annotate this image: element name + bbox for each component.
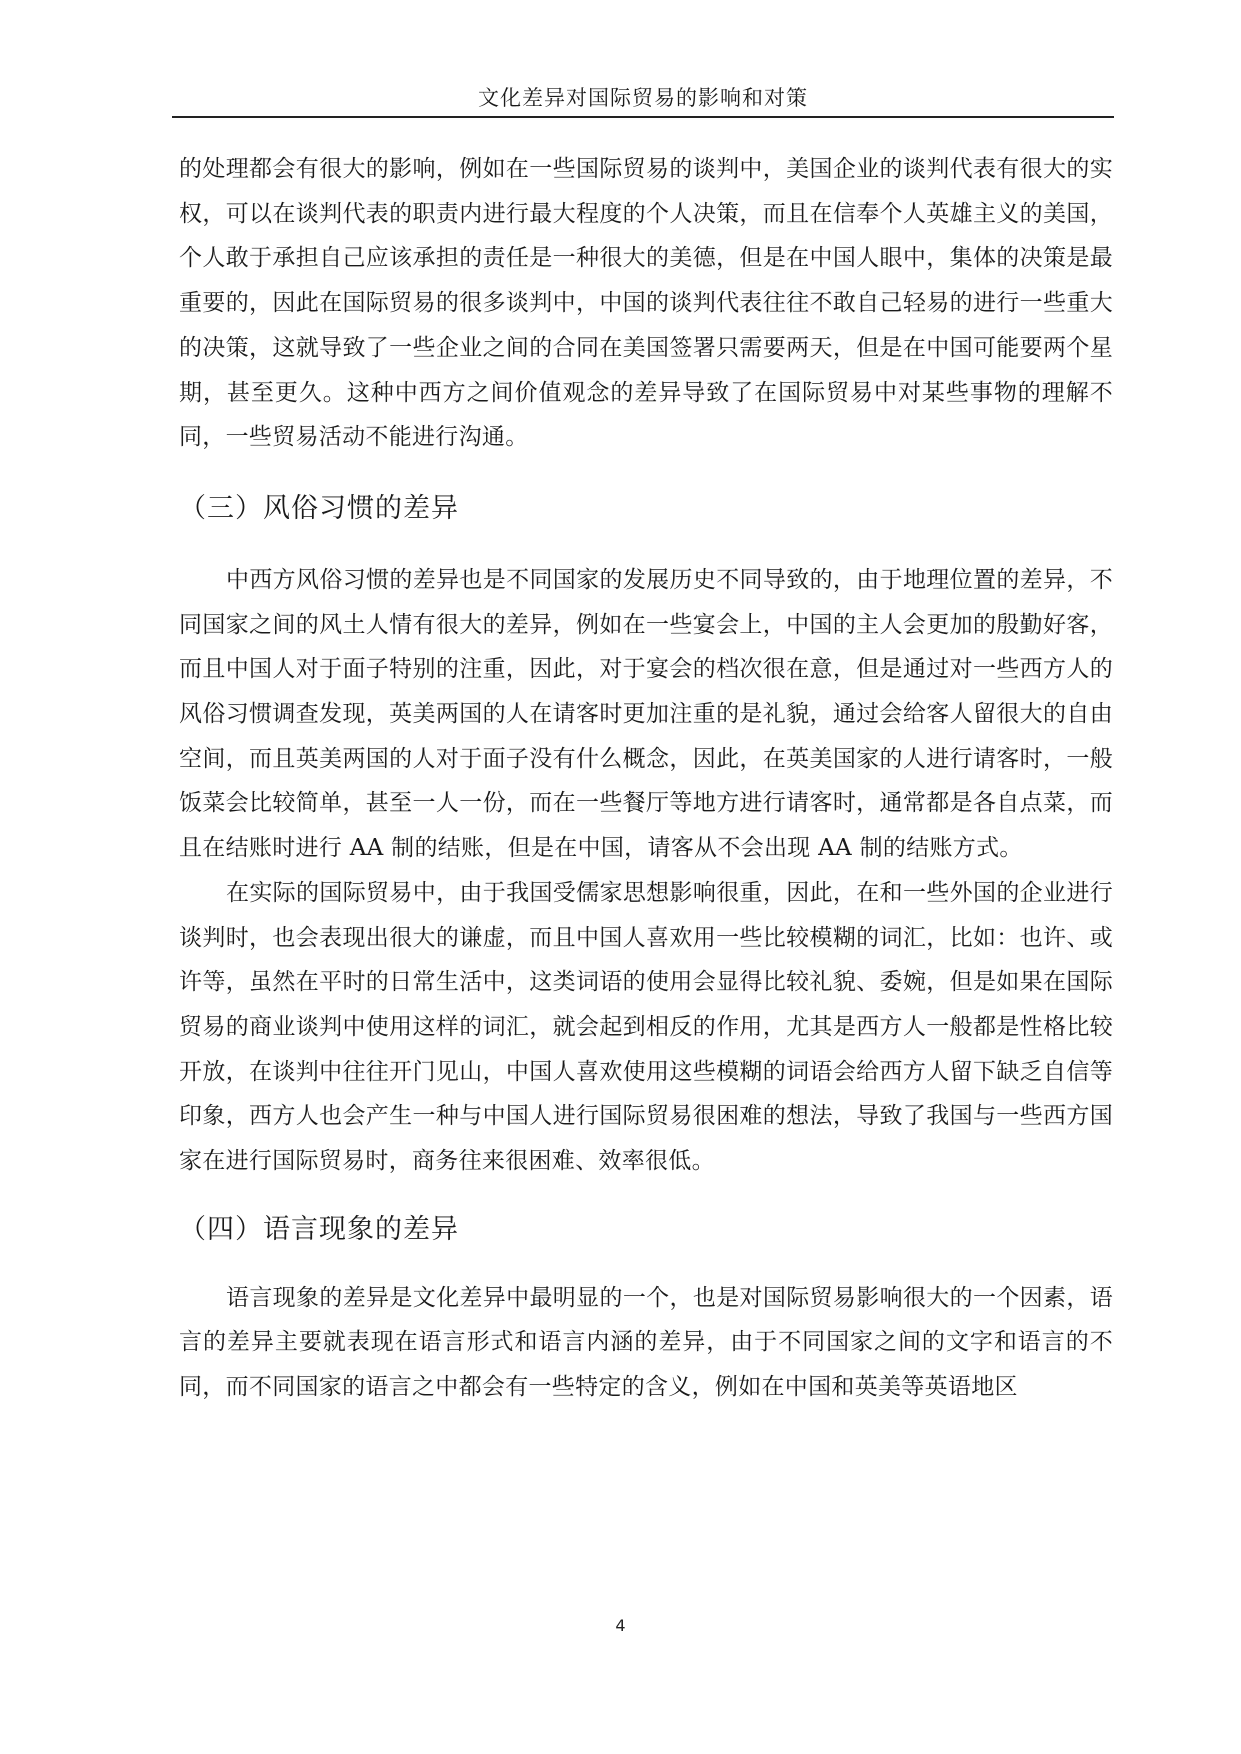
body-paragraph-2: 中西方风俗习惯的差异也是不同国家的发展历史不同导致的，由于地理位置的差异，不同国家之间的风土人情有很大的差异，例如在一些宴会上，中国的主人会更加的殷勤好客，而且中国人对于面子特别的注重，因此，对于宴会的档次很在意，但是通过对一些西方人的风俗习惯调查发现，英美两国的人在请客时更加注重的是礼貌，通过会给客人留很大的自由空间，而且英美两国的人对于面子没有什么概念，因此，在英美国家的人进行请客时，一般饭菜会比较简单，甚至一人一份，而在一些餐厅等地方进行请客时，通常都是各自点菜，而且在结账时进行 AA 制的结账，但是在中国，请客从不会出现 AA 制的结账方式。 [179, 566, 1113, 862]
body-paragraph-3: 在实际的国际贸易中，由于我国受儒家思想影响很重，因此，在和一些外国的企业进行谈判时，也会表现出很大的谦虚，而且中国人喜欢用一些比较模糊的词汇，比如：也许、或许等，虽然在平时的日常生活中，这类词语的使用会显得比较礼貌、委婉，但是如果在国际贸易的商业谈判中使用这样的词汇，就会起到相反的作用，尤其是西方人一般都是性格比较开放，在谈判中往往开门见山，中国人喜欢使用这些模糊的词语会给西方人留下缺乏自信等印象，西方人也会产生一种与中国人进行国际贸易很困难的想法，导致了我国与一些西方国家在进行国际贸易时，商务往来很困难、效率很低。 [179, 879, 1113, 1175]
page-body [179, 147, 1113, 1410]
header-title: 文化差异对国际贸易的影响和对策 [478, 86, 808, 110]
running-header [172, 84, 1114, 118]
page-number: 4 [615, 1616, 626, 1635]
body-paragraph-1: 的处理都会有很大的影响，例如在一些国际贸易的谈判中，美国企业的谈判代表有很大的实权，可以在谈判代表的职责内进行最大程度的个人决策，而且在信奉个人英雄主义的美国，个人敢于承担自己应该承担的责任是一种很大的美德，但是在中国人眼中，集体的决策是最重要的，因此在国际贸易的很多谈判中，中国的谈判代表往往不敢自己轻易的进行一些重大的决策，这就导致了一些企业之间的合同在美国签署只需要两天，但是在中国可能要两个星期，甚至更久。这种中西方之间价值观念的差异导致了在国际贸易中对某些事物的理解不同，一些贸易活动不能进行沟通。 [179, 156, 1113, 451]
section-heading-3: （三）风俗习惯的差异 [179, 492, 459, 524]
section-heading-4: （四）语言现象的差异 [179, 1213, 459, 1245]
body-paragraph-4: 语言现象的差异是文化差异中最明显的一个，也是对国际贸易影响很大的一个因素，语言的差异主要就表现在语言形式和语言内涵的差异，由于不同国家之间的文字和语言的不同，而不同国家的语言之中都会有一些特定的含义，例如在中国和英美等英语地区 [179, 1284, 1113, 1401]
